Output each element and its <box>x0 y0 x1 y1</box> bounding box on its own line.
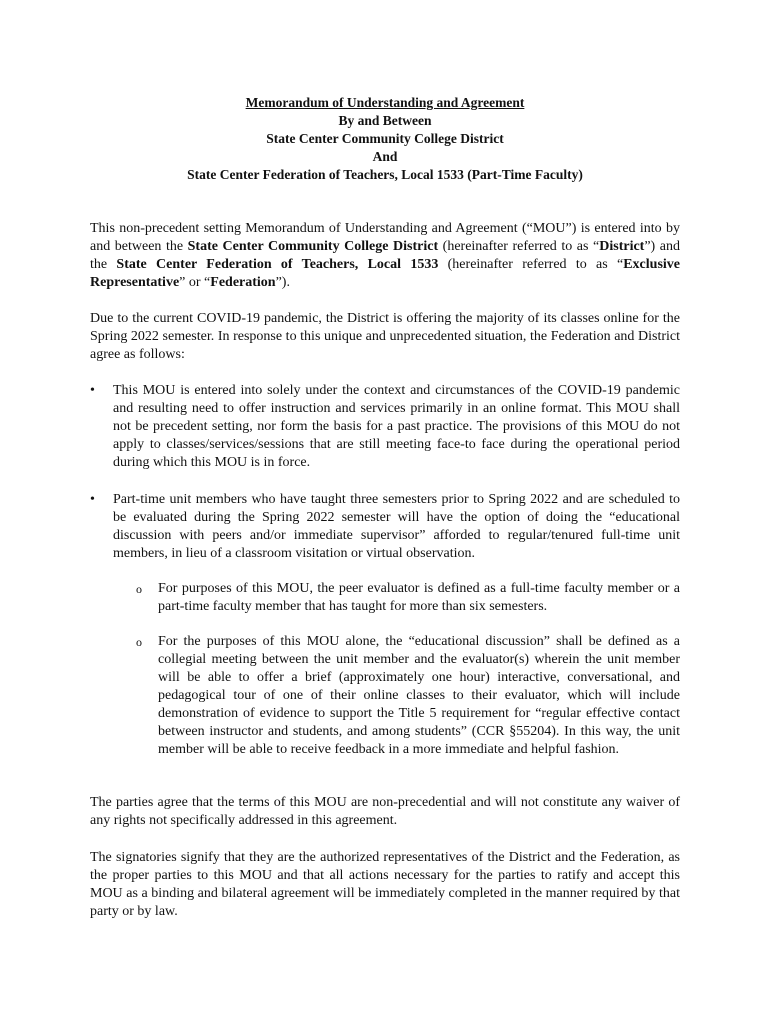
sub-bullet-text: For the purposes of this MOU alone, the “educational discussion” shall be defined as a collegial meeting between the unit member and the evaluator(s) wherein the unit member will be able to offer a brief (approximately one hour) interactive, conversational, and pedagogical tour of one of their online classes to their evaluator, which will include demonstration of evidence to support the Title 5 requirement for “regular effective contact between instructor and students, and among students” (CCR §55204). In this way, the unit member will be able to receive feedback in a more immediate and helpful fashion. <box>158 634 680 757</box>
parties-paragraph: The parties agree that the terms of this MOU are non-precedential and will not constitute any waiver of any rights not specifically addressed in this agreement. <box>90 795 680 828</box>
title-line-federation: State Center Federation of Teachers, Local 1533 (Part-Time Faculty) <box>187 167 583 182</box>
intro-bold-exclusive-representative: Exclusive Representative <box>90 257 680 290</box>
list-item <box>90 491 680 563</box>
intro-bold-federation: Federation <box>210 275 276 290</box>
list-item <box>90 382 680 472</box>
intro-text-3: ”) and the <box>90 239 680 272</box>
bullet-marker: • <box>90 492 95 507</box>
sub-bullet-marker: o <box>136 635 142 649</box>
sub-bullet-text: For purposes of this MOU, the peer evaluator is defined as a full-time faculty member or a part-time faculty member that has taught for more than six semesters. <box>158 581 680 614</box>
intro-paragraph <box>90 220 680 292</box>
intro-text-1: This non-precedent setting Memorandum of Understanding and Agreement (“MOU”) is entered into by and between the <box>90 221 680 254</box>
sub-list-item <box>136 633 680 759</box>
title-line-memorandum: Memorandum of Understanding and Agreement <box>245 95 525 110</box>
bullet-text: This MOU is entered into solely under the context and circumstances of the COVID-19 pandemic and resulting need to offer instruction and services primarily in an online format. This MOU shall not be precedent setting, nor form the basis for a past practice. The provisions of this MOU do not apply to classes/services/sessions that are still meeting face-to face during the operational period during which this MOU is in force. <box>113 383 680 470</box>
intro-text-2: (hereinafter referred to as “ <box>438 239 600 254</box>
signatories-paragraph: The signatories signify that they are the authorized representatives of the District and the Federation, as the proper parties to this MOU and that all actions necessary for the parties to ratify and accept this MOU as a binding and bilateral agreement will be immediately completed in the manner required by that party or by law. <box>90 850 680 919</box>
intro-text-5: ” or “ <box>179 275 211 290</box>
title-line-by-and-between: By and Between <box>338 113 432 128</box>
title-line-and: And <box>372 149 398 164</box>
intro-bold-district-name: State Center Community College District <box>187 239 439 254</box>
sub-bullet-marker: o <box>136 582 142 596</box>
intro-bold-district: District <box>599 239 645 254</box>
intro-bold-federation-name: State Center Federation of Teachers, Local 1533 <box>116 257 439 272</box>
bullet-text: Part-time unit members who have taught three semesters prior to Spring 2022 and are scheduled to be evaluated during the Spring 2022 semester will have the option of doing the “educational discussion with peers and/or immediate supervisor” afforded to regular/tenured full-time unit members, in lieu of a classroom visitation or virtual observation. <box>113 492 680 561</box>
bullet-marker: • <box>90 383 95 398</box>
document-title <box>0 94 770 184</box>
sub-list-item <box>136 580 680 616</box>
intro-text-6: ”). <box>275 275 290 290</box>
intro-text-4: (hereinafter referred to as “ <box>438 257 624 272</box>
covid-paragraph: Due to the current COVID-19 pandemic, the District is offering the majority of its classes online for the Spring 2022 semester. In response to this unique and unprecedented situation, the Federation and District agree as follows: <box>90 311 680 362</box>
title-line-district: State Center Community College District <box>266 131 504 146</box>
